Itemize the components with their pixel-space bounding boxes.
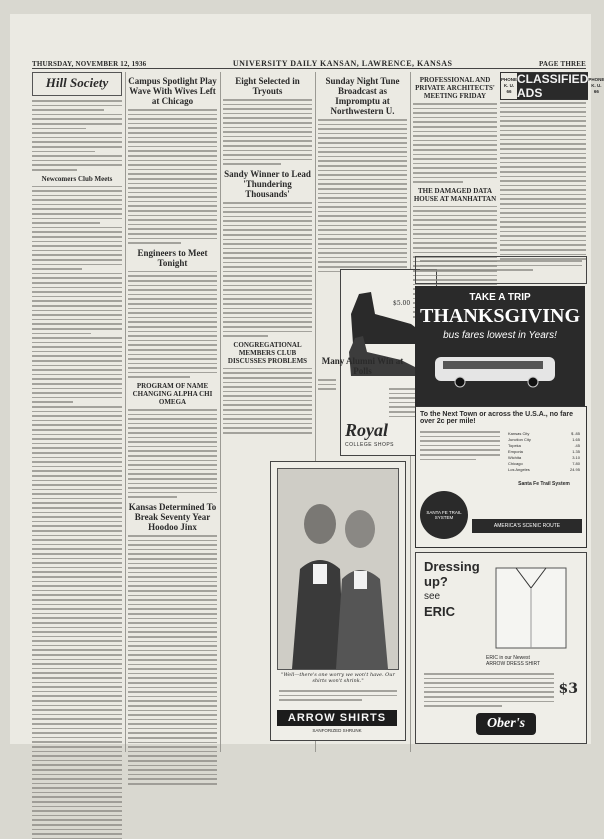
fare-price: 7.80 — [572, 461, 580, 467]
broadcast-headline: Sunday Night Tune Broadcast as Impromptu at Northwestern U. — [318, 76, 407, 116]
fares-box — [415, 406, 587, 548]
column-1 — [32, 72, 122, 742]
eric-line1: Dressing — [424, 559, 480, 574]
society-text — [32, 100, 122, 171]
thanksgiving-ad — [415, 286, 585, 406]
masthead-date: THURSDAY, NOVEMBER 12, 1936 — [32, 60, 146, 68]
eric-tag — [486, 655, 540, 667]
royal-sub: COLLEGE SHOPS — [345, 442, 433, 448]
fares-cta: To the Next Town or across the U.S.A., no fare over 2c per mile! — [420, 411, 582, 425]
article-text — [413, 103, 497, 183]
campus-spotlight-headline: Campus Spotlight Play Wave With Wives Left at Chicago — [128, 76, 217, 106]
eric-line4: ERIC — [424, 604, 480, 619]
fares-table — [508, 431, 580, 473]
classified-header — [500, 72, 588, 100]
article-text — [223, 368, 312, 434]
shoe-price: $5.00 — [393, 300, 410, 307]
alpha-chi-headline: PROGRAM OF NAME CHANGING ALPHA CHI OMEGA — [128, 382, 217, 406]
arrow-shirts-ad — [270, 461, 406, 741]
shirt-illustration — [486, 563, 576, 653]
arrow-shirts-logo: ARROW SHIRTS — [277, 710, 397, 726]
tryouts-headline: Eight Selected in Tryouts — [223, 76, 312, 96]
column-5 — [413, 72, 497, 322]
fare-price: .45 — [574, 443, 580, 449]
fare-price: $ .85 — [571, 431, 580, 437]
fare-row — [508, 467, 580, 473]
classified-phone-right: PHONE K. U. 66 — [588, 77, 604, 95]
column-4-lower — [318, 352, 407, 457]
hill-society-title: Hill Society — [46, 75, 108, 90]
masthead-page: PAGE THREE — [539, 60, 586, 68]
alumni-headline: Many Alumni Win at Polls — [318, 356, 407, 376]
fare-price: 1.35 — [572, 449, 580, 455]
fare-price: 24.95 — [570, 467, 580, 473]
obers-logo: Ober's — [476, 713, 536, 735]
ad-body — [279, 690, 397, 704]
architects-headline: PROFESSIONAL AND PRIVATE ARCHITECTS' MEETING FRIDAY — [413, 76, 497, 100]
fare-city: Junction City — [508, 437, 531, 443]
thanks-line2: THANKSGIVING — [415, 305, 585, 328]
article-text — [318, 119, 407, 272]
sanforized-label: SANFORIZED SHRUNK — [277, 728, 397, 733]
fare-city: Topeka — [508, 443, 521, 449]
classified-phone-left: PHONE K. U. 66 — [501, 77, 517, 95]
column-rule — [125, 72, 126, 752]
article-text — [128, 109, 217, 244]
obers-ad — [415, 552, 587, 744]
sandy-winner-headline: Sandy Winner to Lead 'Thundering Thousands' — [223, 169, 312, 199]
newspaper-page — [10, 14, 591, 744]
eric-text — [424, 559, 480, 619]
eric-tag-1: ERIC in our Newest — [486, 655, 530, 661]
column-rule — [220, 72, 221, 752]
notice-box — [415, 256, 587, 284]
fare-city: Chicago — [508, 461, 523, 467]
fare-city: Kansas City — [508, 431, 529, 437]
damaged-house-headline: THE DAMAGED DATA HOUSE AT MANHATTAN — [413, 187, 497, 203]
notice-text — [416, 257, 586, 277]
engineers-headline: Engineers to Meet Tonight — [128, 248, 217, 268]
royal-logo: Royal — [345, 420, 405, 441]
fare-city: Wichita — [508, 455, 521, 461]
society-text-2 — [32, 186, 122, 839]
article-text — [128, 271, 217, 378]
eric-tag-2: ARROW DRESS SHIRT — [486, 661, 540, 667]
fare-price: 3.10 — [572, 455, 580, 461]
ad-illustration — [277, 468, 399, 670]
article-text — [128, 535, 217, 785]
santa-fe-badge: SANTA FE TRAIL SYSTEM — [420, 491, 468, 539]
congregational-headline: CONGREGATIONAL MEMBERS CLUB DISCUSSES PROBLEMS — [223, 341, 312, 365]
thanks-line1: TAKE A TRIP — [415, 292, 585, 303]
fares-title: Santa Fe Trail System — [508, 481, 580, 487]
fare-city: Emporia — [508, 449, 523, 455]
eric-line2: up? — [424, 574, 480, 589]
article-text — [223, 99, 312, 165]
newcomers-subhead: Newcomers Club Meets — [32, 175, 122, 183]
ad-quote: "Well—there's one worry we won't have. Our shirts won't shrink." — [279, 672, 397, 684]
fare-price: 1.65 — [572, 437, 580, 443]
eric-price: $3 — [559, 681, 578, 697]
eric-line3: see — [424, 589, 480, 604]
fares-text — [420, 431, 500, 463]
fare-city: Los Angeles — [508, 467, 530, 473]
two-men-illustration — [278, 469, 398, 669]
hill-society-logo — [32, 72, 122, 96]
article-text — [318, 379, 407, 390]
kansas-jinx-headline: Kansas Determined To Break Seventy Year Hoodoo Jinx — [128, 502, 217, 532]
thanks-line3: bus fares lowest in Years! — [415, 330, 585, 341]
eric-body — [424, 673, 554, 710]
column-2 — [128, 72, 217, 742]
bus-illustration — [425, 349, 575, 389]
masthead-title: UNIVERSITY DAILY KANSAN, LAWRENCE, KANSAS — [233, 59, 453, 68]
article-text — [128, 409, 217, 498]
article-text — [223, 202, 312, 337]
masthead — [32, 54, 586, 69]
classified-title: CLASSIFIED ADS — [517, 73, 588, 99]
classified-listings — [500, 102, 586, 252]
scenic-route-banner: AMERICA'S SCENIC ROUTE — [472, 519, 582, 533]
